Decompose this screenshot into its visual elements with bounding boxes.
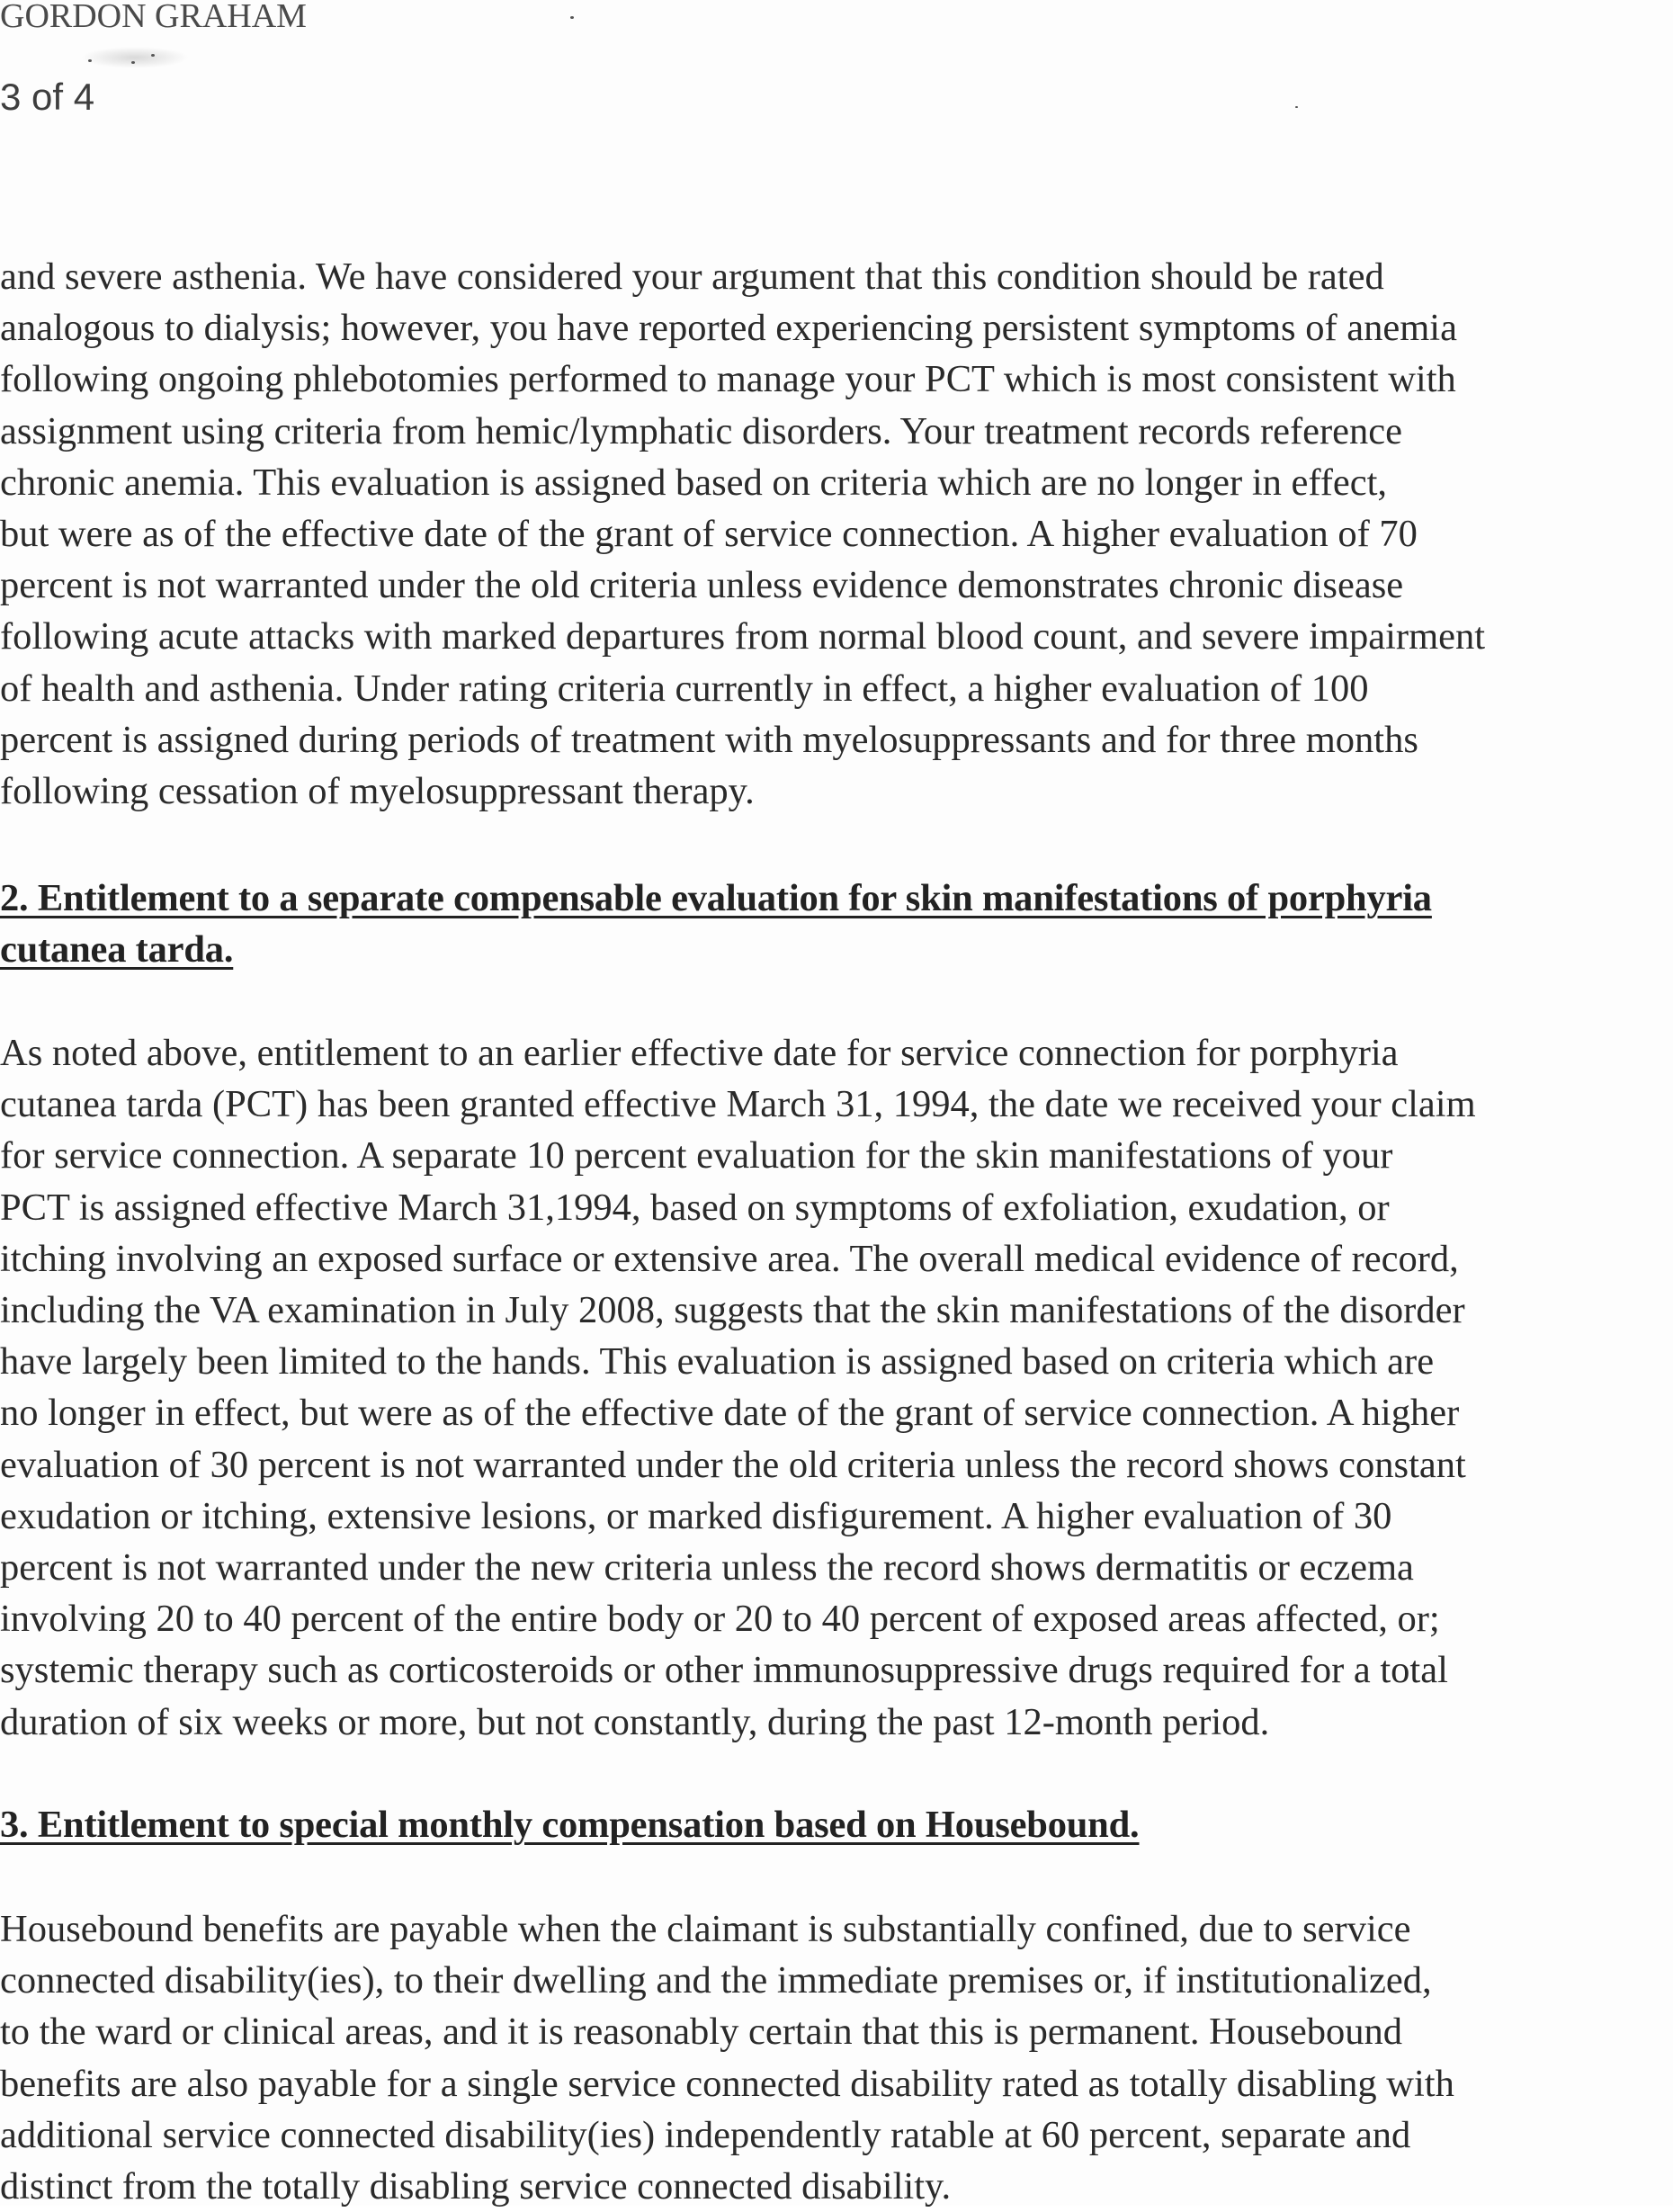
body-text-line: to the ward or clinical areas, and it is reasonably certain that this is permanent. Housebound [0,2011,1403,2054]
body-text-line: but were as of the effective date of the grant of service connection. A higher evaluation of 70 [0,513,1418,556]
body-text-line: following acute attacks with marked departures from normal blood count, and severe impairment [0,615,1486,658]
scan-speck [151,54,155,57]
scan-smudge [81,47,189,68]
section-2-body [0,1027,1673,1748]
body-text-line: analogous to dialysis; however, you have reported experiencing persistent symptoms of anemia [0,307,1457,350]
section-3-body [0,1903,1673,2212]
body-text-line: for service connection. A separate 10 percent evaluation for the skin manifestations of your [0,1134,1393,1178]
body-text-line: systemic therapy such as corticosteroids or other immunosuppressive drugs required for a total [0,1649,1448,1692]
heading-text-line: cutanea tarda. [0,928,234,972]
body-text-line: following cessation of myelosuppressant therapy. [0,770,755,813]
body-text-line: itching involving an exposed surface or extensive area. The overall medical evidence of record, [0,1237,1459,1280]
body-text-line: As noted above, entitlement to an earlier effective date for service connection for porphyria [0,1032,1399,1074]
body-text-line: distinct from the totally disabling service connected disability. [0,2165,952,2208]
scan-speck [1295,106,1298,108]
body-text-line: evaluation of 30 percent is not warranted under the old criteria unless the record shows constant [0,1443,1466,1486]
heading-text-line: 3. Entitlement to special monthly compensation based on Housebound. [0,1804,1140,1846]
body-text-line: have largely been limited to the hands. This evaluation is assigned based on criteria which are [0,1340,1435,1384]
body-text-line: no longer in effect, but were as of the effective date of the grant of service connection. A higher [0,1392,1460,1435]
body-text-line: percent is assigned during periods of treatment with myelosuppressants and for three months [0,718,1418,761]
body-text-line: additional service connected disability(ies) independently ratable at 60 percent, separate and [0,2113,1411,2156]
scan-speck [88,59,92,62]
body-text-line: PCT is assigned effective March 31,1994, based on symptoms of exfoliation, exudation, or [0,1186,1390,1229]
scan-speck [570,16,574,19]
body-text-line: of health and asthenia. Under rating criteria currently in effect, a higher evaluation of 100 [0,667,1369,710]
body-text-line: benefits are also payable for a single service connected disability rated as totally disabling with [0,2062,1454,2105]
body-text-line: and severe asthenia. We have considered your argument that this condition should be rated [0,255,1384,298]
body-text-line: percent is not warranted under the old criteria unless evidence demonstrates chronic disease [0,564,1404,607]
paragraph-continuation [0,251,1673,817]
section-2-heading [0,873,1673,975]
body-text-line: duration of six weeks or more, but not constantly, during the past 12-month period. [0,1700,1270,1743]
page-indicator: 3 of 4 [0,76,95,118]
body-text-line: including the VA examination in July 2008, suggests that the skin manifestations of the disorder [0,1289,1465,1332]
section-3-heading [0,1799,1673,1850]
scan-speck [131,61,135,64]
body-text-line: exudation or itching, extensive lesions, or marked disfigurement. A higher evaluation of 30 [0,1494,1392,1537]
body-text-line: involving 20 to 40 percent of the entire body or 20 to 40 percent of exposed areas affected, or; [0,1598,1440,1641]
body-text-line: percent is not warranted under the new criteria unless the record shows dermatitis or eczema [0,1546,1414,1590]
body-text-line: chronic anemia. This evaluation is assigned based on criteria which are no longer in effect, [0,461,1388,504]
body-text-line: connected disability(ies), to their dwelling and the immediate premises or, if institutionalized, [0,1959,1432,2002]
body-text-line: assignment using criteria from hemic/lymphatic disorders. Your treatment records reference [0,409,1403,452]
heading-text-line: 2. Entitlement to a separate compensable evaluation for skin manifestations of porphyria [0,877,1432,919]
body-text-line: cutanea tarda (PCT) has been granted effective March 31, 1994, the date we received your claim [0,1083,1476,1126]
body-text-line: following ongoing phlebotomies performed to manage your PCT which is most consistent with [0,358,1456,401]
body-text-line: Housebound benefits are payable when the claimant is substantially confined, due to service [0,1908,1411,1950]
recipient-name: GORDON GRAHAM [0,0,307,35]
